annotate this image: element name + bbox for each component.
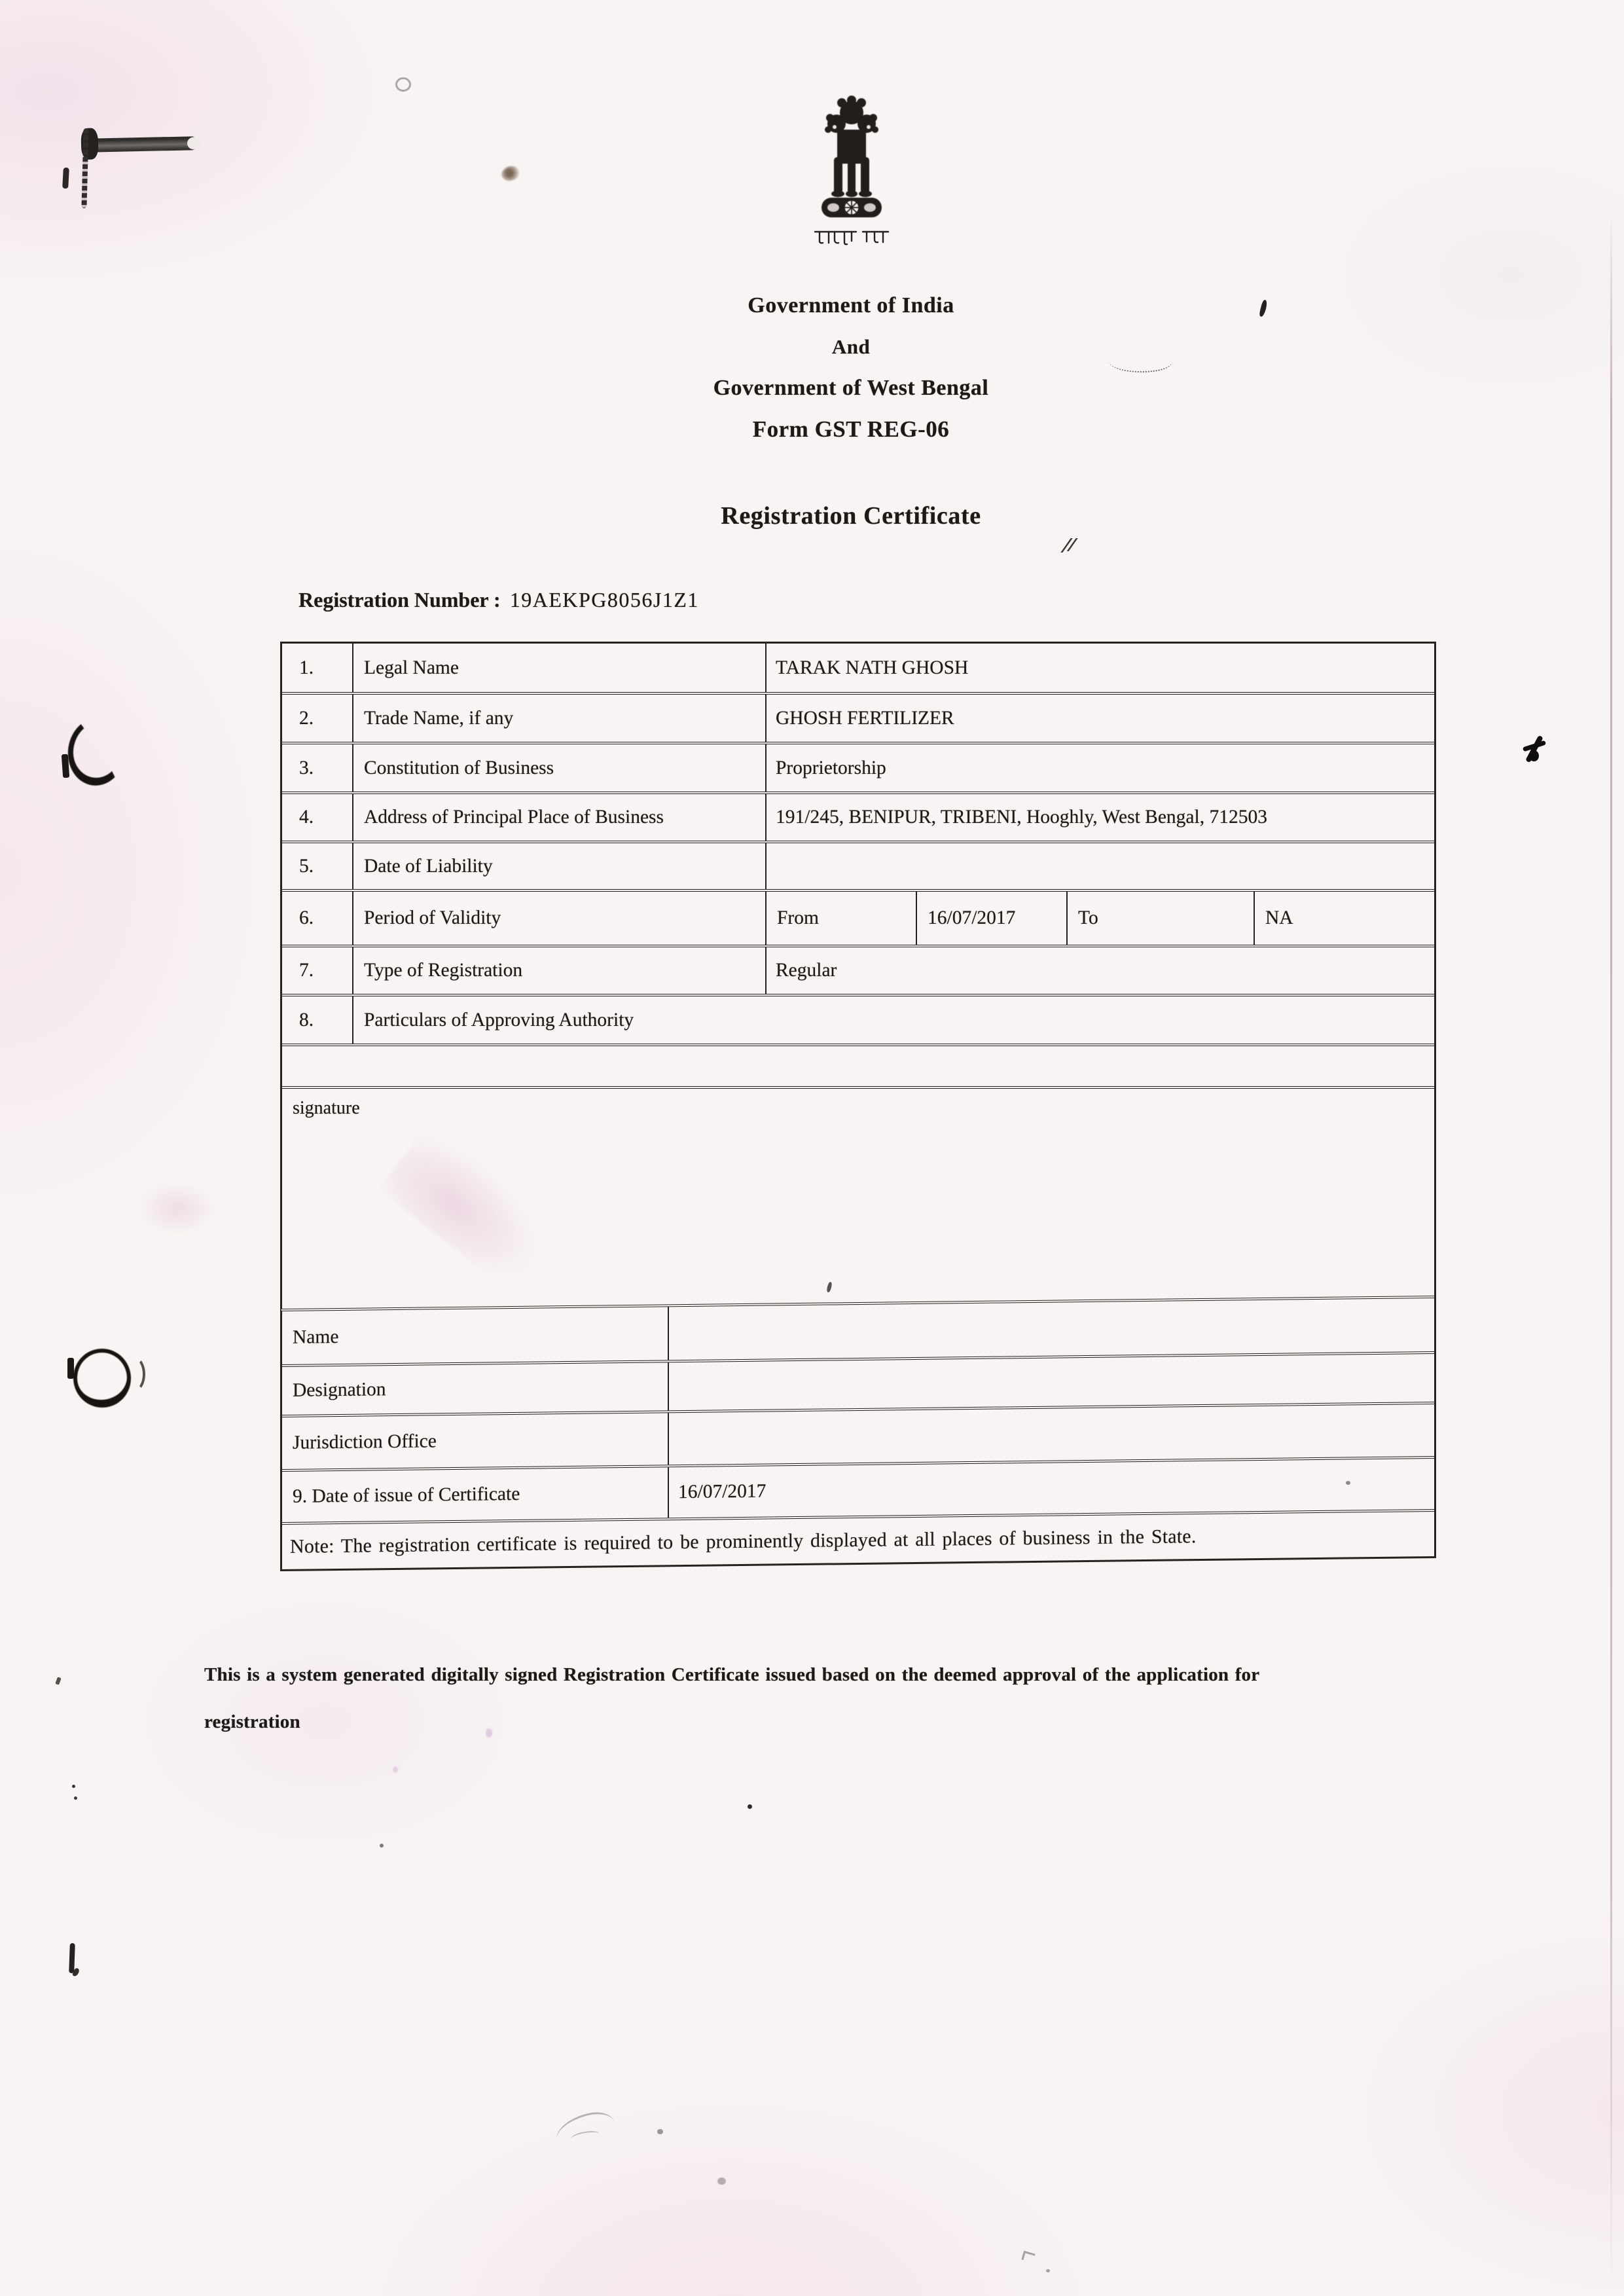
- dot-speck: [717, 2178, 726, 2185]
- row-value: [668, 1298, 1434, 1360]
- dot-speck: [657, 2129, 663, 2134]
- ink-blot-tick: [62, 754, 69, 778]
- validity-from-label: From: [765, 892, 916, 945]
- dot-speck: [748, 1804, 752, 1809]
- purple-speck: [393, 1766, 398, 1773]
- row-number: 6.: [299, 907, 314, 928]
- row-label: Particulars of Approving Authority: [352, 996, 1434, 1044]
- row-label: Designation: [293, 1379, 386, 1401]
- row-number: 1.: [299, 657, 314, 678]
- row-number: 7.: [299, 960, 314, 981]
- brown-smudge: [499, 164, 521, 183]
- document-title: Registration Certificate: [721, 502, 981, 530]
- row-number: 8.: [299, 1009, 314, 1030]
- gray-ring-speck: [395, 77, 411, 92]
- national-emblem-icon: [810, 93, 893, 229]
- table-row-type-of-registration: [282, 945, 1434, 994]
- validity-from-value: 16/07/2017: [916, 892, 1066, 945]
- footer-statement-line2: registration: [204, 1711, 300, 1732]
- validity-to-label: To: [1066, 892, 1254, 945]
- table-row-period-of-validity: [282, 889, 1434, 945]
- pink-smudge: [137, 1182, 216, 1235]
- table-row-address: [282, 792, 1434, 841]
- dot-speck: [1046, 2269, 1050, 2272]
- staple-mark: [85, 136, 198, 153]
- ink-blot-ring-tick: [67, 1358, 74, 1379]
- colon-specks: [72, 1785, 75, 1788]
- row-value: 191/245, BENIPUR, TRIBENI, Hooghly, West Bengal, 712503: [765, 794, 1434, 841]
- comma-speck: [72, 1967, 81, 1977]
- row-value: GHOSH FERTILIZER: [765, 695, 1434, 742]
- row-label: Legal Name: [352, 644, 765, 692]
- row-label: Address of Principal Place of Business: [352, 794, 765, 841]
- row-label: Trade Name, if any: [352, 695, 765, 742]
- row-value: [668, 1404, 1434, 1465]
- note-text: Note: The registration certificate is required to be prominently displayed at all places of business in the State.: [290, 1525, 1197, 1558]
- officer-table: [280, 1296, 1436, 1571]
- page-edge-shadow: [1610, 210, 1612, 2291]
- table-row-constitution: [282, 742, 1434, 792]
- ink-blot-cross: [1523, 733, 1546, 766]
- row-value: [668, 1354, 1434, 1410]
- row-label: Constitution of Business: [352, 744, 765, 792]
- ink-blot-ring: [69, 1345, 135, 1411]
- table-row-legal-name: [282, 644, 1434, 692]
- ink-tick-mark: [62, 168, 69, 189]
- ink-bar-mark: [69, 1943, 75, 1973]
- signature-cell: signature: [293, 1098, 360, 1118]
- satyameva-jayate-caption: [813, 228, 890, 246]
- ink-blot-ring-arc: [123, 1357, 145, 1392]
- table-row-blank: [282, 1044, 1434, 1086]
- ink-blot-c-shape: [63, 714, 130, 789]
- row-value: TARAK NATH GHOSH: [765, 644, 1434, 692]
- table-row-trade-name: [282, 692, 1434, 742]
- header-and: And: [831, 335, 871, 358]
- dot-speck: [55, 1677, 61, 1685]
- row-number: 2.: [299, 707, 314, 729]
- blank-cell: [282, 1046, 1434, 1086]
- table-row-signature: [282, 1086, 1434, 1309]
- table-row-approving-authority: [282, 994, 1434, 1044]
- row-label: Period of Validity: [352, 892, 765, 945]
- double-slash-mark: [1060, 538, 1083, 553]
- dot-speck: [380, 1844, 384, 1848]
- row-value: Regular: [765, 947, 1434, 994]
- pencil-scribble: [552, 2107, 615, 2140]
- pencil-mark: [1021, 2251, 1035, 2263]
- header-government-of-west-bengal: Government of West Bengal: [713, 376, 989, 400]
- validity-to-value: NA: [1254, 892, 1434, 945]
- row-label: Jurisdiction Office: [293, 1430, 437, 1453]
- registration-number-label: Registration Number :: [298, 588, 501, 611]
- table-row-date-of-liability: [282, 841, 1434, 889]
- row-number: 3.: [299, 757, 314, 778]
- registration-number-value: 19AEKPG8056J1Z1: [509, 588, 699, 611]
- row-label: Date of Liability: [352, 843, 765, 889]
- header-government-of-india: Government of India: [748, 293, 954, 318]
- header-form-name: Form GST REG-06: [752, 416, 950, 442]
- row-label: Type of Registration: [352, 947, 765, 994]
- row-value: [765, 843, 1434, 889]
- row-value: 16/07/2017: [668, 1459, 1434, 1518]
- row-number: 4.: [299, 807, 314, 828]
- registration-number-line: [298, 588, 699, 612]
- pencil-scribble: [570, 2129, 600, 2143]
- row-label: Name: [293, 1326, 339, 1348]
- certificate-table: [280, 642, 1436, 1309]
- row-number: 5.: [299, 855, 314, 877]
- row-value: Proprietorship: [765, 744, 1434, 792]
- footer-statement-line1: This is a system generated digitally signed Registration Certificate issued based on the deemed approval of the application for: [204, 1664, 1260, 1685]
- row-label: 9. Date of issue of Certificate: [293, 1483, 520, 1507]
- staple-mark-stem: [81, 128, 88, 208]
